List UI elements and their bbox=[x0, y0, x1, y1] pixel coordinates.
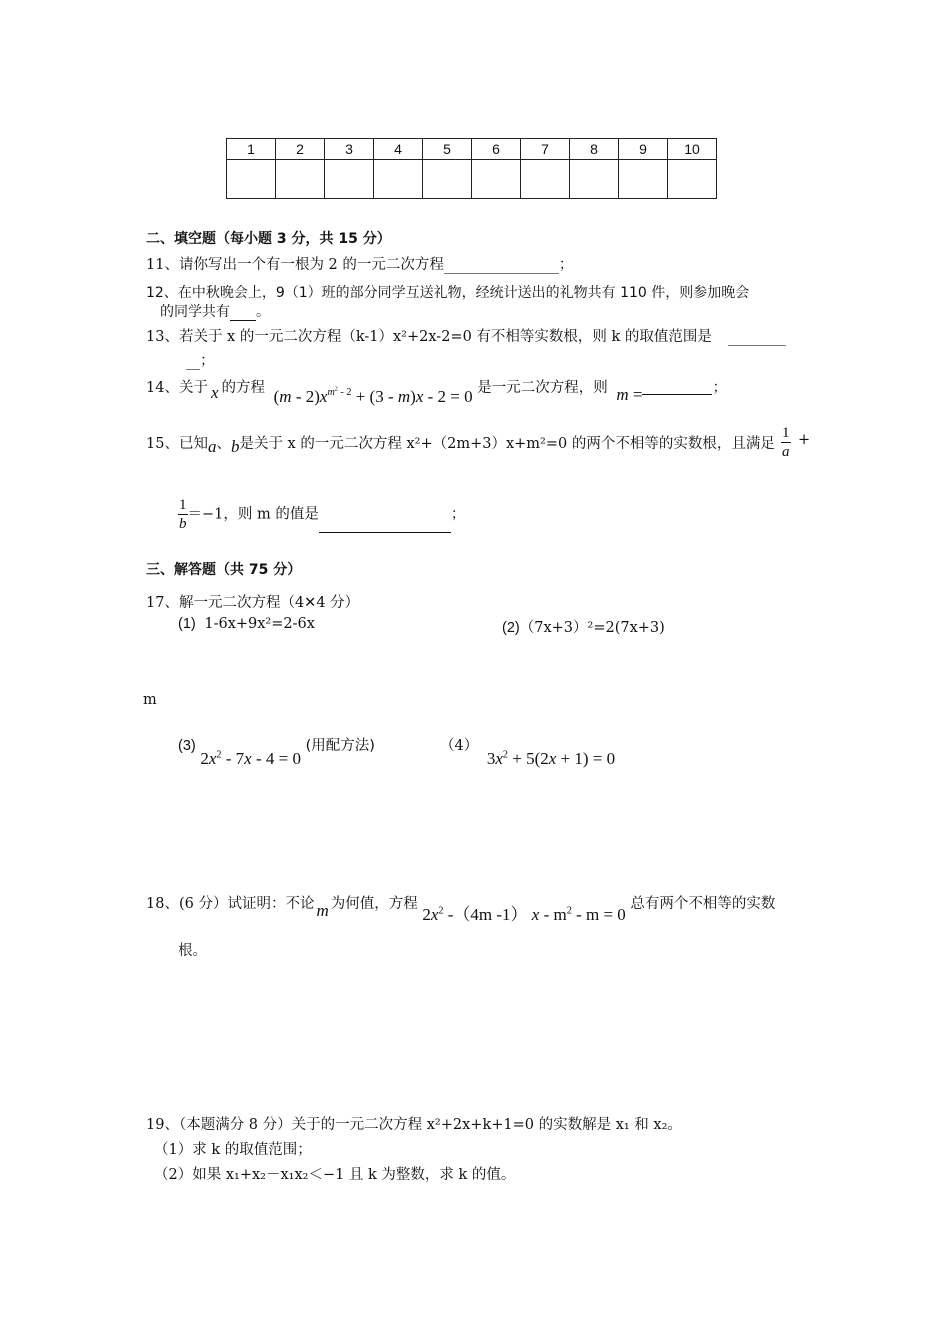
question-19-title: 19、（本题满分 8 分）关于的一元二次方程 x²+2x+k+1=0 的实数解是 x₁ 和 x₂。 bbox=[146, 1117, 682, 1133]
answer-table-header-cell: 1 bbox=[227, 139, 276, 160]
question-18-line1 bbox=[146, 888, 776, 924]
q15-answer-blank[interactable] bbox=[319, 532, 451, 533]
q11-answer-blank[interactable] bbox=[444, 273, 559, 274]
section2-heading: 二、填空题（每小题 3 分，共 15 分） bbox=[146, 231, 391, 247]
answer-table-header-cell: 6 bbox=[472, 139, 521, 160]
q18-text: 18、(6 分）试证明：不论 bbox=[146, 896, 315, 912]
answer-cell[interactable] bbox=[276, 160, 325, 199]
q15-var-b: b bbox=[230, 437, 240, 456]
answer-table-header-row bbox=[227, 139, 717, 160]
q14-text-2: 的方程 bbox=[221, 380, 265, 396]
q18-equation: $2x^2$ -（4m -1） $x - m^2 - m = 0$ bbox=[422, 905, 626, 924]
answer-cell[interactable] bbox=[570, 160, 619, 199]
answer-cell[interactable] bbox=[619, 160, 668, 199]
q15-fraction-1 bbox=[781, 424, 791, 461]
answer-table-header-cell: 9 bbox=[619, 139, 668, 160]
question-13-line1 bbox=[146, 325, 786, 346]
q19-item1: （1）求 k 的取值范围； bbox=[154, 1142, 312, 1158]
q14-var: x bbox=[210, 383, 219, 402]
q15-plus: + bbox=[798, 432, 811, 448]
answer-cell[interactable] bbox=[325, 160, 374, 199]
q15-text-2: 是关于 x 的一元二次方程 x²+（2m+3）x+m²=0 的两个不相等的实数根，且满足 bbox=[239, 436, 775, 452]
q14-text: 14、关于 bbox=[146, 380, 208, 396]
question-13-line2 bbox=[186, 349, 215, 370]
answer-cell[interactable] bbox=[227, 160, 276, 199]
section3-heading: 三、解答题（共 75 分） bbox=[146, 562, 302, 578]
question-15-line1 bbox=[146, 432, 775, 456]
answer-cell[interactable] bbox=[521, 160, 570, 199]
q12-text: 的同学共有 bbox=[160, 304, 230, 320]
question-12-line1: 12、在中秋晚会上，9（1）班的部分同学互送礼物，经统计送出的礼物共有 110 件，则参加晚会 bbox=[146, 285, 750, 301]
q15-frac1-den: a bbox=[782, 444, 790, 460]
answer-cell[interactable] bbox=[423, 160, 472, 199]
q17-part3 bbox=[178, 738, 375, 768]
q17-part4 bbox=[440, 738, 616, 768]
q15-text: 15、已知 bbox=[146, 436, 208, 452]
q12-suffix: 。 bbox=[256, 304, 270, 320]
question-12-line2 bbox=[160, 301, 270, 321]
q14-answer-var: m = bbox=[616, 385, 643, 404]
q13-answer-blank-cont[interactable] bbox=[186, 369, 200, 370]
q11-text: 11、请你写出一个有一根为 2 的一元二次方程 bbox=[146, 257, 444, 273]
answer-table-header-cell: 7 bbox=[521, 139, 570, 160]
stray-mark: m bbox=[143, 692, 157, 708]
q17-part1 bbox=[178, 616, 315, 632]
q15-var-a: a bbox=[207, 437, 217, 456]
q12-answer-blank[interactable] bbox=[230, 320, 256, 321]
q14-equation: $(m - 2)x^{m^2 - 2} + (3 - m)x - 2 = 0$ bbox=[273, 386, 473, 406]
q13-suffix: ； bbox=[200, 353, 215, 369]
q17-part3-label: (3) bbox=[178, 738, 196, 754]
answer-table-header-cell: 10 bbox=[668, 139, 717, 160]
question-15-line2 bbox=[178, 496, 465, 533]
q14-answer-blank[interactable] bbox=[642, 394, 712, 395]
answer-cell[interactable] bbox=[472, 160, 521, 199]
question-17-title: 17、解一元二次方程（4✕4 分） bbox=[146, 595, 360, 611]
q17-part2-label: (2) bbox=[502, 620, 520, 636]
q17-part1-equation: 1-6x+9x²=2-6x bbox=[204, 616, 315, 632]
q18-text-2: 为何值，方程 bbox=[330, 896, 418, 912]
answer-table-answer-row bbox=[227, 160, 717, 199]
q14-suffix: ； bbox=[712, 380, 727, 396]
q15-frac1-num: 1 bbox=[782, 425, 790, 441]
question-18-line2: 根。 bbox=[178, 943, 207, 959]
q15-frac2-den: b bbox=[179, 516, 187, 532]
q17-part3-equation: $2x^2 - 7x - 4 = 0$ bbox=[200, 749, 301, 768]
answer-table-header-cell: 4 bbox=[374, 139, 423, 160]
q17-part1-label: (1) bbox=[178, 616, 196, 632]
q14-text-3: 是一元二次方程，则 bbox=[477, 380, 608, 396]
answer-table-header-cell: 5 bbox=[423, 139, 472, 160]
q17-part2 bbox=[502, 616, 665, 637]
q19-item2: （2）如果 x₁+x₂－x₁x₂＜−1 且 k 为整数，求 k 的值。 bbox=[154, 1167, 516, 1183]
q17-part3-note: (用配方法) bbox=[305, 738, 375, 754]
answer-cell[interactable] bbox=[668, 160, 717, 199]
answer-cell[interactable] bbox=[374, 160, 423, 199]
q15-suffix: ； bbox=[450, 506, 466, 523]
q13-answer-blank[interactable] bbox=[728, 345, 786, 346]
question-14 bbox=[146, 376, 727, 406]
q11-suffix: ； bbox=[558, 257, 574, 273]
answer-table bbox=[226, 138, 717, 199]
q15-sep: 、 bbox=[216, 436, 231, 452]
q17-part4-label: （4） bbox=[440, 738, 479, 754]
q17-part4-equation: $3x^2 + 5(2x + 1) = 0$ bbox=[486, 749, 616, 768]
answer-table-header-cell: 2 bbox=[276, 139, 325, 160]
q17-part2-equation: （7x+3）²=2(7x+3) bbox=[519, 620, 665, 636]
answer-table-header-cell: 8 bbox=[570, 139, 619, 160]
q15-frac2-num: 1 bbox=[179, 497, 187, 513]
q18-var: m bbox=[316, 901, 329, 920]
q18-text-3: 总有两个不相等的实数 bbox=[630, 896, 776, 912]
q15-text-3: ＝−1，则 m 的值是 bbox=[187, 506, 319, 523]
answer-table-header-cell: 3 bbox=[325, 139, 374, 160]
question-11 bbox=[146, 253, 573, 274]
q13-text: 13、若关于 x 的一元二次方程（k-1）x²+2x-2=0 有不相等实数根，则 k 的取值范围是 bbox=[146, 329, 712, 345]
